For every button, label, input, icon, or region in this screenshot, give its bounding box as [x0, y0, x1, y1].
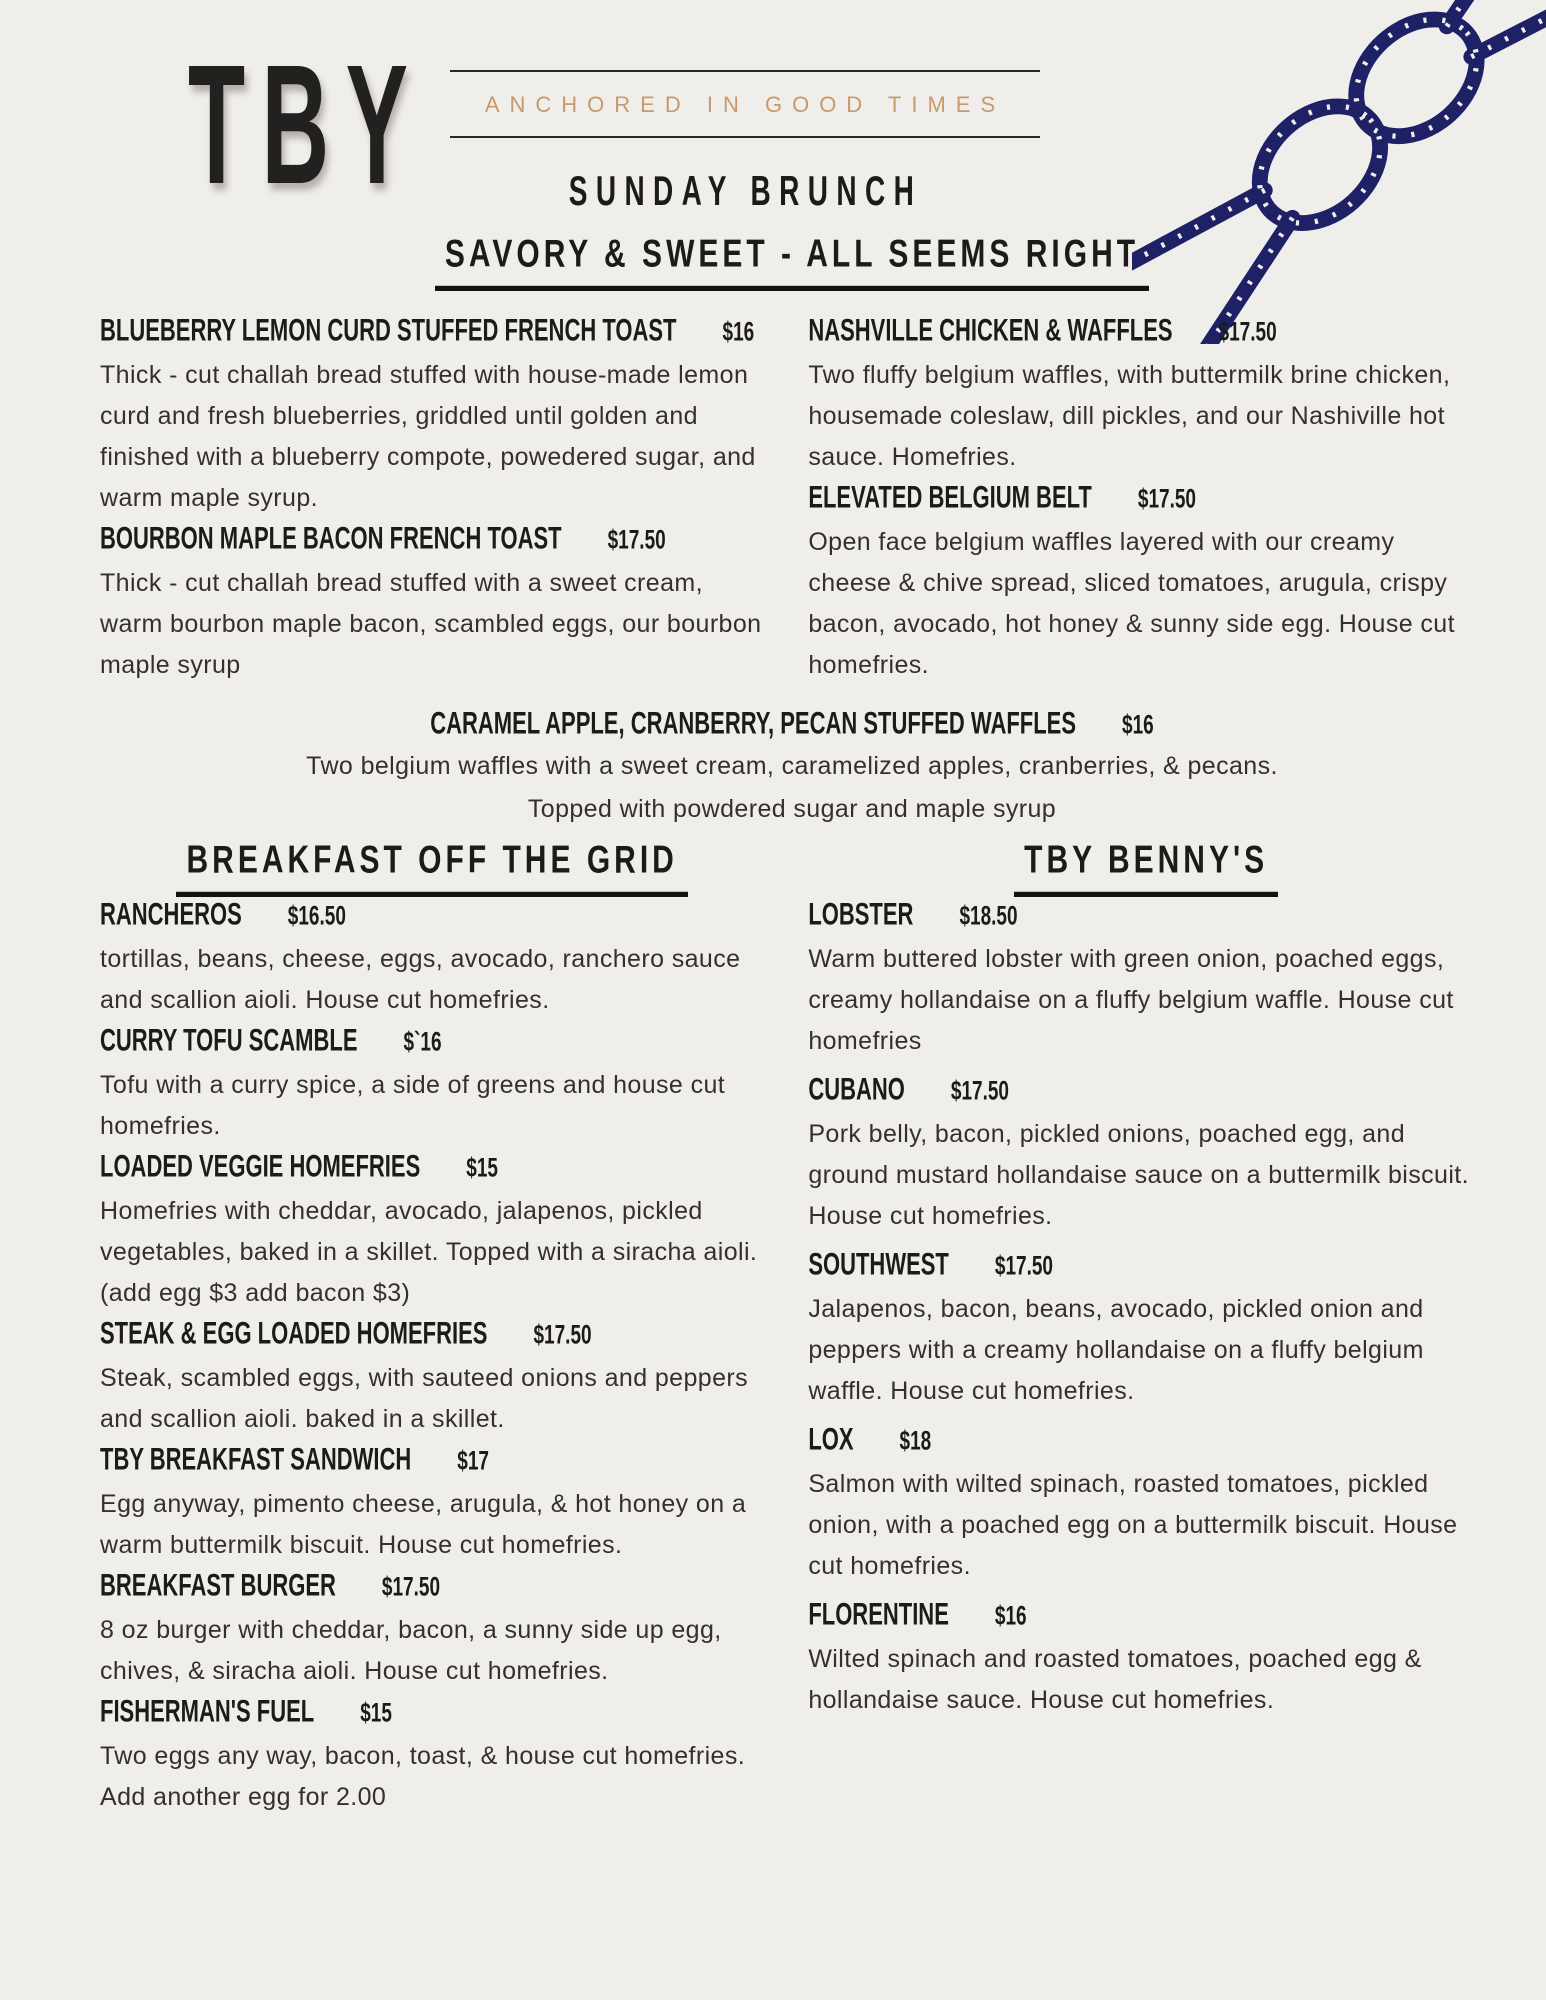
item-price: $17: [457, 1447, 489, 1477]
section-header-tby-bennys: [808, 838, 1484, 897]
item-name: LOBSTER: [808, 895, 914, 932]
item-name: BREAKFAST BURGER: [100, 1566, 336, 1603]
item-price: $16: [994, 1602, 1027, 1632]
item-header: [808, 1595, 1484, 1633]
section-header-breakfast-grid: [100, 838, 764, 897]
item-name: CURRY TOFU SCAMBLE: [100, 1021, 358, 1058]
item-price: $17.50: [607, 526, 666, 556]
item-price: $17.50: [533, 1321, 592, 1351]
menu-item-blueberry-french-toast: [100, 311, 764, 519]
menu-item-breakfast-burger: [100, 1566, 764, 1692]
breakfast-off-the-grid-column: [100, 838, 764, 1830]
menu-item-curry-tofu-scamble: [100, 1021, 764, 1147]
savory-sweet-columns: [100, 313, 1484, 698]
item-description: Two fluffy belgium waffles, with buttermilk brine chicken, housemade coleslaw, dill pickles, and our Nashiville hot sauce. Homefries.: [808, 361, 1451, 471]
item-header: [100, 1440, 764, 1478]
menu-item-elevated-belgium-belt: [808, 478, 1484, 686]
header: [0, 0, 1546, 240]
savory-right-column: [808, 313, 1484, 698]
item-description: Jalapenos, bacon, beans, avocado, pickled onion and peppers with a creamy hollandaise on a fluffy belgium waffle. House cut homefries.: [808, 1295, 1424, 1405]
item-description: Wilted spinach and roasted tomatoes, poached egg & hollandaise sauce. House cut homefries.: [808, 1645, 1422, 1714]
item-description: Homefries with cheddar, avocado, jalapenos, pickled vegetables, baked in a skillet. Topped with a siracha aioli. (add egg $3 add bacon $3): [100, 1197, 758, 1307]
menu-subtitle-text: SUNDAY BRUNCH: [568, 168, 922, 215]
section-header-savory-sweet: [100, 232, 1484, 291]
menu-item-loaded-veggie-homefries: [100, 1147, 764, 1314]
item-description-line2: Topped with powdered sugar and maple syrup: [527, 795, 1057, 823]
item-description: Two eggs any way, bacon, toast, & house cut homefries. Add another egg for 2.00: [100, 1742, 746, 1811]
item-header: [100, 1147, 764, 1185]
item-price: $18.50: [959, 902, 1018, 932]
item-price: $17.50: [381, 1573, 441, 1603]
menu-subtitle: [450, 168, 1040, 213]
item-description: Tofu with a curry spice, a side of greens and house cut homefries.: [100, 1071, 726, 1140]
item-name: BLUEBERRY LEMON CURD STUFFED FRENCH TOAST: [100, 311, 677, 348]
menu-item-bourbon-french-toast: [100, 519, 764, 686]
item-header: [808, 1070, 1484, 1108]
item-name: FLORENTINE: [808, 1595, 949, 1632]
item-description: 8 oz burger with cheddar, bacon, a sunny side up egg, chives, & siracha aioli. House cut homefries.: [100, 1616, 722, 1685]
savory-left-column: [100, 313, 764, 698]
item-price: $18: [899, 1427, 932, 1457]
tagline-box: [450, 70, 1040, 138]
item-price: $16: [1122, 711, 1154, 741]
item-name: TBY BREAKFAST SANDWICH: [100, 1440, 412, 1477]
item-price: $`16: [403, 1028, 442, 1058]
item-description-line1: Two belgium waffles with a sweet cream, caramelized apples, cranberries, & pecans.: [306, 752, 1278, 780]
item-price: $15: [466, 1154, 498, 1184]
item-name: LOX: [808, 1420, 854, 1457]
item-name: STEAK & EGG LOADED HOMEFRIES: [100, 1314, 488, 1351]
item-header: [100, 1692, 764, 1730]
item-header: [100, 1566, 764, 1604]
item-description: Thick - cut challah bread stuffed with a sweet cream, warm bourbon maple bacon, scambled eggs, our bourbon maple syrup: [100, 569, 762, 679]
item-price: $16.50: [287, 902, 346, 932]
item-price: $17.50: [950, 1077, 1009, 1107]
item-name: CUBANO: [808, 1070, 905, 1107]
item-name: NASHVILLE CHICKEN & WAFFLES: [808, 311, 1173, 348]
item-header: [100, 704, 1484, 742]
item-price: $15: [360, 1699, 392, 1729]
item-header: [808, 1245, 1484, 1283]
item-header: [100, 1314, 764, 1352]
section-title-breakfast-grid: BREAKFAST OFF THE GRID: [176, 836, 687, 897]
item-description: Warm buttered lobster with green onion, poached eggs, creamy hollandaise on a fluffy belgium waffle. House cut homefries: [808, 945, 1454, 1055]
item-name: BOURBON MAPLE BACON FRENCH TOAST: [100, 519, 562, 556]
item-description: Salmon with wilted spinach, roasted tomatoes, pickled onion, with a poached egg on a buttermilk biscuit. House cut homefries.: [808, 1470, 1458, 1580]
menu-item-lox-benny: [808, 1420, 1484, 1587]
item-price: $16: [722, 318, 755, 348]
item-name: RANCHEROS: [100, 895, 242, 932]
item-price: $17.50: [1137, 485, 1196, 515]
menu-item-tby-breakfast-sandwich: [100, 1440, 764, 1566]
menu-body: [0, 232, 1546, 1830]
menu-item-fishermans-fuel: [100, 1692, 764, 1818]
item-header: [808, 478, 1484, 516]
item-header: [100, 1021, 764, 1059]
lower-columns: [100, 838, 1484, 1830]
item-name: ELEVATED BELGIUM BELT: [808, 478, 1092, 515]
item-name: FISHERMAN'S FUEL: [100, 1692, 315, 1729]
item-header: [100, 895, 764, 933]
item-price: $17.50: [1218, 318, 1277, 348]
menu-item-cubano-benny: [808, 1070, 1484, 1237]
menu-item-nashville-chicken-waffles: [808, 311, 1484, 478]
item-header: [808, 311, 1484, 349]
tagline-text: ANCHORED IN GOOD TIMES: [484, 92, 1006, 117]
tby-bennys-column: [808, 838, 1484, 1830]
item-description: Egg anyway, pimento cheese, arugula, & hot honey on a warm buttermilk biscuit. House cut homefries.: [100, 1490, 747, 1559]
restaurant-logo: TBY: [188, 30, 425, 220]
item-description: tortillas, beans, cheese, eggs, avocado, ranchero sauce and scallion aioli. House cut homefries.: [100, 945, 741, 1014]
section-title-tby-bennys: TBY BENNY'S: [1014, 836, 1278, 897]
item-name: LOADED VEGGIE HOMEFRIES: [100, 1147, 421, 1184]
item-price: $17.50: [994, 1252, 1053, 1282]
item-name: CARAMEL APPLE, CRANBERRY, PECAN STUFFED WAFFLES: [430, 704, 1077, 741]
item-description: Open face belgium waffles layered with our creamy cheese & chive spread, sliced tomatoes, arugula, crispy bacon, avocado, hot honey & sunny side egg. House cut homefries.: [808, 528, 1455, 679]
menu-item-steak-egg-homefries: [100, 1314, 764, 1440]
item-header: [808, 895, 1484, 933]
item-description: Steak, scambled eggs, with sauteed onions and peppers and scallion aioli. baked in a skillet.: [100, 1364, 748, 1433]
menu-item-caramel-apple-waffles: [100, 704, 1484, 830]
item-header: [100, 519, 764, 557]
menu-item-rancheros: [100, 895, 764, 1021]
item-header: [100, 311, 764, 349]
menu-item-florentine-benny: [808, 1595, 1484, 1721]
item-description: Pork belly, bacon, pickled onions, poached egg, and ground mustard hollandaise sauce on a buttermilk biscuit. House cut homefries.: [808, 1120, 1469, 1230]
item-name: SOUTHWEST: [808, 1245, 949, 1282]
item-description: Thick - cut challah bread stuffed with house-made lemon curd and fresh blueberries, griddled until golden and finished with a blueberry compote, powedered sugar, and warm maple syrup.: [100, 361, 756, 512]
item-header: [808, 1420, 1484, 1458]
menu-item-southwest-benny: [808, 1245, 1484, 1412]
section-title-savory-sweet: SAVORY & SWEET - ALL SEEMS RIGHT: [435, 230, 1149, 291]
menu-item-lobster-benny: [808, 895, 1484, 1062]
